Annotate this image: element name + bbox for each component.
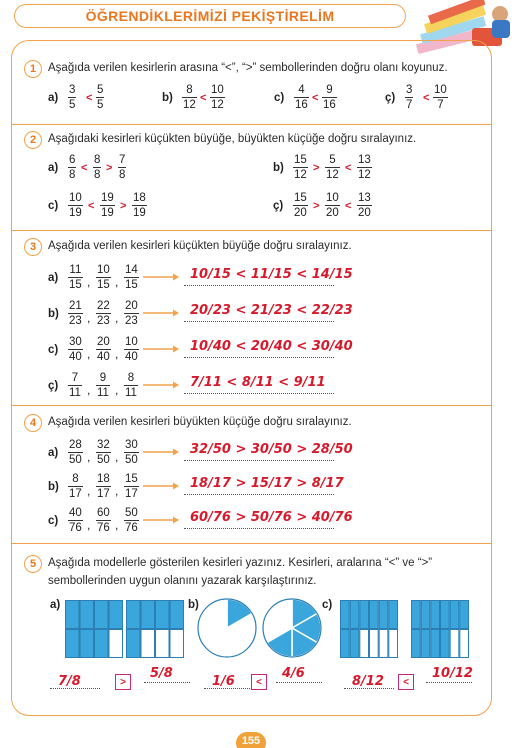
fraction — [96, 438, 111, 467]
comparison-symbol: < — [86, 92, 93, 104]
written-answer: 7/11 < 8/11 < 9/11 — [190, 375, 326, 390]
comma: , — [87, 311, 91, 325]
denominator: 8 — [119, 169, 126, 181]
fraction — [293, 191, 308, 220]
fraction — [68, 506, 83, 535]
fraction-bar-model — [411, 600, 469, 658]
fraction-bar-model — [65, 600, 123, 658]
comparison-symbol: > — [313, 200, 320, 212]
denominator: 12 — [358, 169, 371, 181]
denominator: 20 — [358, 207, 371, 219]
fraction — [433, 83, 448, 112]
denominator: 5 — [97, 99, 104, 111]
denominator: 50 — [69, 454, 82, 466]
fraction — [96, 472, 111, 501]
denominator: 5 — [69, 99, 76, 111]
denominator: 76 — [97, 522, 110, 534]
fraction — [325, 153, 340, 182]
answer-line — [144, 682, 190, 683]
fraction — [96, 506, 111, 535]
numerator: 19 — [101, 192, 114, 204]
arrow-icon — [143, 273, 179, 281]
numerator: 9 — [99, 372, 107, 384]
denominator: 19 — [133, 207, 146, 219]
denominator: 17 — [97, 488, 110, 500]
numerator: 15 — [294, 192, 307, 204]
fraction — [68, 438, 83, 467]
fraction — [322, 83, 337, 112]
comma: , — [87, 484, 91, 498]
written-fraction-right: 5/8 — [150, 666, 173, 681]
divider — [11, 230, 492, 231]
fraction — [293, 153, 308, 182]
item-label: b) — [188, 599, 199, 611]
denominator: 50 — [97, 454, 110, 466]
item-label: a) — [48, 92, 59, 104]
written-fraction-right: 10/12 — [432, 666, 473, 681]
fraction — [68, 153, 76, 182]
numerator: 10 — [97, 264, 110, 276]
section-title-box — [14, 4, 406, 28]
numerator: 10 — [434, 84, 447, 96]
fraction — [68, 191, 83, 220]
comma: , — [115, 518, 119, 532]
answer-line — [184, 357, 334, 358]
divider — [11, 543, 492, 544]
written-answer: 20/23 < 21/23 < 22/23 — [190, 303, 353, 318]
numerator: 32 — [97, 439, 110, 451]
fraction — [124, 472, 139, 501]
numerator: 3 — [69, 84, 76, 96]
written-answer: 18/17 > 15/17 > 8/17 — [190, 476, 344, 491]
comparison-box: > — [115, 674, 131, 690]
item-label: c) — [48, 515, 59, 527]
denominator: 23 — [69, 315, 82, 327]
denominator: 15 — [97, 279, 110, 291]
comparison-symbol: > — [106, 162, 113, 174]
comparison-symbol: < — [423, 92, 430, 104]
fraction — [210, 83, 225, 112]
numerator: 20 — [125, 300, 138, 312]
fraction — [405, 83, 413, 112]
question-number: 5 — [24, 555, 42, 573]
item-label: a) — [50, 599, 61, 611]
comma: , — [87, 450, 91, 464]
fraction — [96, 335, 111, 364]
written-fraction-right: 4/6 — [282, 666, 305, 681]
fraction — [124, 506, 139, 535]
arrow-icon — [143, 309, 179, 317]
numerator: 3 — [406, 84, 413, 96]
item-label: ç) — [48, 380, 59, 392]
item-label: a) — [48, 162, 59, 174]
numerator: 10 — [211, 84, 224, 96]
numerator: 10 — [326, 192, 339, 204]
numerator: 15 — [125, 473, 138, 485]
numerator: 8 — [186, 84, 193, 96]
numerator: 9 — [326, 84, 333, 96]
answer-line — [184, 393, 334, 394]
fraction — [100, 191, 115, 220]
fraction — [124, 335, 139, 364]
item-label: a) — [48, 272, 59, 284]
fraction-bar-model — [340, 600, 398, 658]
written-answer: 32/50 > 30/50 > 28/50 — [190, 442, 353, 457]
numerator: 13 — [358, 154, 371, 166]
fraction-bar-model — [126, 600, 184, 658]
written-answer: 10/15 < 11/15 < 14/15 — [190, 267, 353, 282]
header-bar — [0, 0, 517, 32]
numerator: 14 — [125, 264, 138, 276]
numerator: 15 — [294, 154, 307, 166]
denominator: 8 — [94, 169, 101, 181]
denominator: 20 — [326, 207, 339, 219]
numerator: 60 — [97, 507, 110, 519]
denominator: 11 — [97, 387, 109, 399]
item-label: a) — [48, 447, 59, 459]
denominator: 11 — [69, 387, 81, 399]
comparison-symbol: < — [81, 162, 88, 174]
fraction — [68, 83, 76, 112]
item-label: ç) — [273, 200, 284, 212]
comma: , — [115, 311, 119, 325]
comma: , — [115, 275, 119, 289]
numerator: 8 — [94, 154, 101, 166]
numerator: 11 — [69, 264, 82, 276]
item-label: ç) — [385, 92, 396, 104]
numerator: 30 — [69, 336, 82, 348]
item-label: b) — [273, 162, 284, 174]
fraction — [93, 153, 101, 182]
numerator: 6 — [69, 154, 76, 166]
numerator: 22 — [97, 300, 110, 312]
denominator: 8 — [69, 169, 76, 181]
question-text-line-1: Aşağıda modellerle gösterilen kesirleri yazınız. Kesirleri, aralarına “<” ve “>” — [48, 557, 433, 569]
denominator: 40 — [97, 351, 110, 363]
comma: , — [87, 383, 91, 397]
divider — [11, 405, 492, 406]
numerator: 10 — [69, 192, 82, 204]
numerator: 8 — [72, 473, 79, 485]
comma: , — [115, 383, 119, 397]
denominator: 12 — [211, 99, 224, 111]
denominator: 12 — [326, 169, 339, 181]
denominator: 23 — [125, 315, 138, 327]
fraction — [182, 83, 197, 112]
comparison-symbol: < — [345, 162, 352, 174]
comparison-symbol: < — [312, 92, 319, 104]
fraction — [96, 83, 104, 112]
item-label: c) — [48, 200, 59, 212]
numerator: 21 — [69, 300, 82, 312]
denominator: 76 — [125, 522, 138, 534]
denominator: 7 — [406, 99, 413, 111]
denominator: 7 — [437, 99, 444, 111]
numerator: 5 — [329, 154, 336, 166]
denominator: 50 — [125, 454, 138, 466]
item-label: c) — [274, 92, 285, 104]
denominator: 16 — [295, 99, 308, 111]
numerator: 8 — [127, 372, 135, 384]
numerator: 7 — [71, 372, 79, 384]
written-fraction-left: 1/6 — [212, 674, 235, 689]
fraction — [124, 371, 138, 400]
fraction — [132, 191, 147, 220]
numerator: 5 — [97, 84, 104, 96]
numerator: 18 — [133, 192, 146, 204]
answer-line — [426, 682, 472, 683]
denominator: 16 — [323, 99, 336, 111]
denominator: 19 — [69, 207, 82, 219]
comma: , — [87, 275, 91, 289]
comma: , — [115, 484, 119, 498]
numerator: 40 — [69, 507, 82, 519]
comma: , — [87, 518, 91, 532]
fraction — [68, 335, 83, 364]
answer-line — [184, 494, 334, 495]
fraction-circle-model — [196, 597, 258, 659]
comma: , — [115, 450, 119, 464]
question-number: 4 — [24, 414, 42, 432]
numerator: 7 — [119, 154, 126, 166]
answer-line — [184, 321, 334, 322]
comparison-symbol: < — [345, 200, 352, 212]
comma: , — [87, 347, 91, 361]
question-text: Aşağıdaki kesirleri küçükten büyüğe, büyükten küçüğe doğru sıralayınız. — [48, 133, 417, 145]
answer-line — [276, 682, 322, 683]
fraction — [124, 263, 139, 292]
numerator: 50 — [125, 507, 138, 519]
answer-line — [184, 528, 334, 529]
denominator: 17 — [69, 488, 82, 500]
numerator: 28 — [69, 439, 82, 451]
denominator: 76 — [69, 522, 82, 534]
question-text: Aşağıda verilen kesirleri küçükten büyüğe doğru sıralayınız. — [48, 240, 352, 252]
numerator: 4 — [298, 84, 305, 96]
question-number: 1 — [24, 60, 42, 78]
fraction-circle-model — [261, 597, 323, 659]
fraction — [68, 371, 82, 400]
denominator: 20 — [294, 207, 307, 219]
arrow-icon — [143, 482, 179, 490]
fraction — [124, 438, 139, 467]
fraction — [96, 263, 111, 292]
comparison-symbol: < — [200, 92, 207, 104]
arrow-icon — [143, 381, 179, 389]
denominator: 17 — [125, 488, 138, 500]
numerator: 10 — [125, 336, 138, 348]
fraction — [124, 299, 139, 328]
item-label: b) — [48, 308, 59, 320]
fraction — [357, 191, 372, 220]
denominator: 15 — [69, 279, 82, 291]
numerator: 18 — [97, 473, 110, 485]
arrow-icon — [143, 516, 179, 524]
answer-line — [184, 460, 334, 461]
written-fraction-left: 7/8 — [58, 674, 81, 689]
written-answer: 10/40 < 20/40 < 30/40 — [190, 339, 353, 354]
fraction — [325, 191, 340, 220]
comparison-box: < — [251, 674, 267, 690]
comparison-box: < — [398, 674, 414, 690]
numerator: 20 — [97, 336, 110, 348]
divider — [11, 124, 492, 125]
fraction — [68, 299, 83, 328]
question-number: 2 — [24, 131, 42, 149]
denominator: 12 — [294, 169, 307, 181]
item-label: c) — [48, 344, 59, 356]
denominator: 19 — [101, 207, 114, 219]
denominator: 40 — [125, 351, 138, 363]
comparison-symbol: < — [88, 200, 95, 212]
denominator: 12 — [183, 99, 196, 111]
question-text: Aşağıda verilen kesirlerin arasına “<”, “>” sembollerinden doğru olanı koyunuz. — [48, 62, 448, 74]
fraction — [68, 263, 83, 292]
item-label: c) — [322, 599, 333, 611]
section-title: ÖĞRENDİKLERİMİZİ PEKİŞTİRELİM — [85, 8, 335, 24]
answer-line — [184, 285, 334, 286]
comma: , — [115, 347, 119, 361]
written-answer: 60/76 > 50/76 > 40/76 — [190, 510, 353, 525]
question-text: Aşağıda verilen kesirleri büyükten küçüğe doğru sıralayınız. — [48, 416, 352, 428]
fraction — [96, 371, 110, 400]
fraction — [357, 153, 372, 182]
fraction — [118, 153, 126, 182]
denominator: 40 — [69, 351, 82, 363]
fraction — [68, 472, 83, 501]
denominator: 11 — [125, 387, 137, 399]
question-text-line-2: sembollerinden uygun olanını yazarak karşılaştırınız. — [48, 575, 317, 587]
numerator: 30 — [125, 439, 138, 451]
item-label: b) — [162, 92, 173, 104]
fraction — [294, 83, 309, 112]
arrow-icon — [143, 448, 179, 456]
numerator: 13 — [358, 192, 371, 204]
written-fraction-left: 8/12 — [352, 674, 384, 689]
comparison-symbol: > — [313, 162, 320, 174]
question-number: 3 — [24, 238, 42, 256]
denominator: 23 — [97, 315, 110, 327]
comparison-symbol: > — [120, 200, 127, 212]
arrow-icon — [143, 345, 179, 353]
denominator: 15 — [125, 279, 138, 291]
page-number: 155 — [236, 732, 266, 748]
item-label: b) — [48, 481, 59, 493]
fraction — [96, 299, 111, 328]
